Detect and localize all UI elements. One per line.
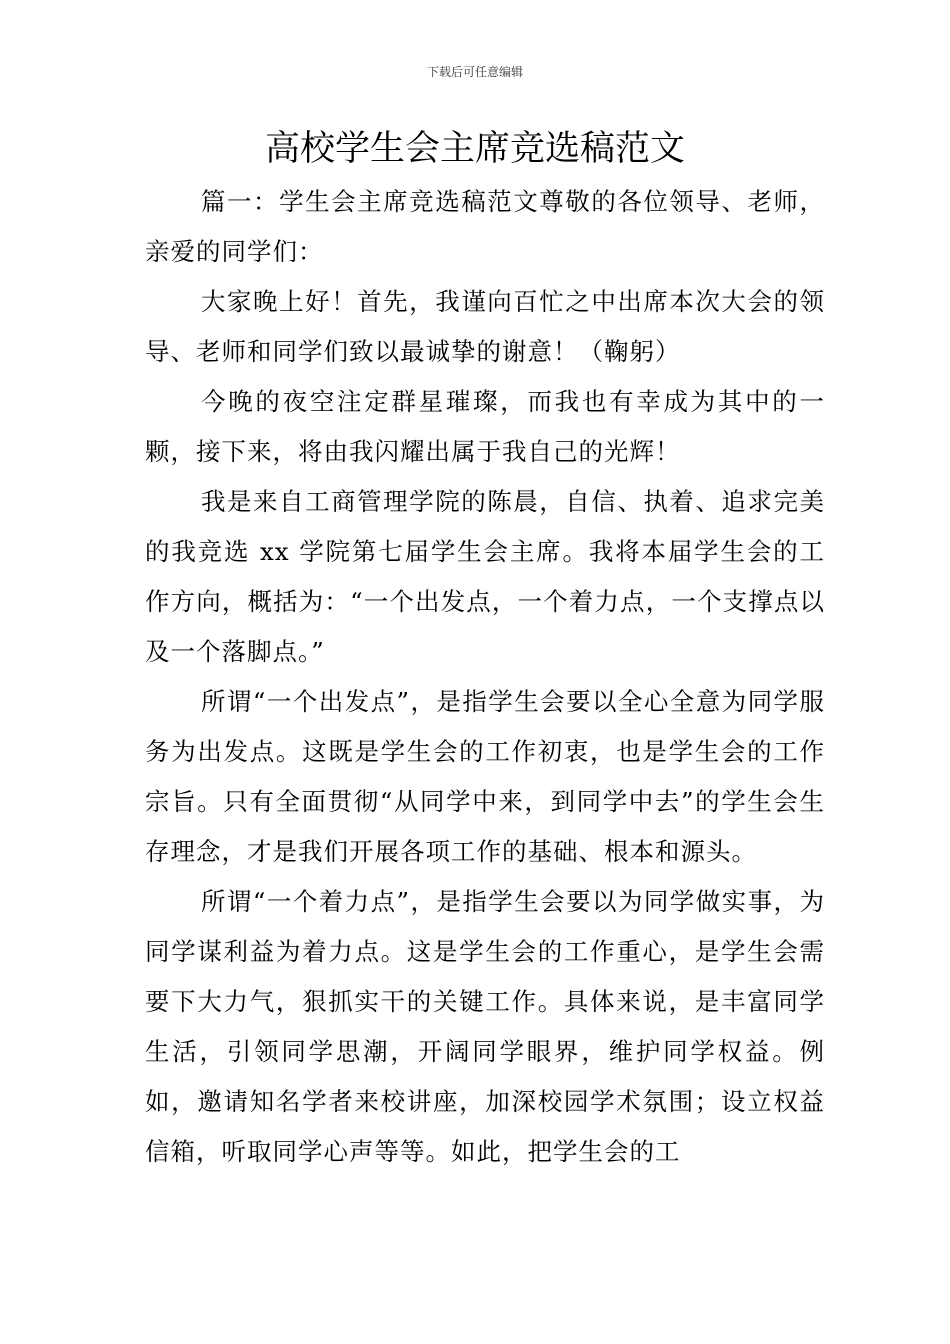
paragraph: 所谓“一个出发点”，是指学生会要以全心全意为同学服务为出发点。这既是学生会的工作初衷，也是学生会的工作宗旨。只有全面贯彻“从同学中来，到同学中去”的学生会生存理念，才是我们开展各项工作的基础、根本和源头。 (145, 687, 825, 866)
paragraph: 所谓“一个着力点”，是指学生会要以为同学做实事，为同学谋利益为着力点。这是学生会的工作重心，是学生会需要下大力气，狠抓实干的关键工作。具体来说，是丰富同学生活，引领同学思潮，开阔同学眼界，维护同学权益。例如，邀请知名学者来校讲座，加深校园学术氛围；设立权益信箱，听取同学心声等等。如此，把学生会的工 (145, 887, 825, 1166)
header-note: 下载后可任意编辑 (426, 65, 523, 79)
paragraph: 篇一：学生会主席竞选稿范文尊敬的各位领导、老师，亲爱的同学们： (145, 187, 825, 266)
paragraph: 我是来自工商管理学院的陈晨，自信、执着、追求完美的我竞选 xx 学院第七届学生会主席。我将本届学生会的工作方向，概括为：“一个出发点，一个着力点，一个支撑点以及一个落脚点。” (145, 487, 825, 666)
document-title: 高校学生会主席竞选稿范文 (264, 129, 685, 169)
document-body (145, 177, 825, 1177)
paragraph: 今晚的夜空注定群星璀璨，而我也有幸成为其中的一颗，接下来，将由我闪耀出属于我自己的光辉！ (145, 387, 825, 466)
paragraph: 大家晚上好！首先，我谨向百忙之中出席本次大会的领导、老师和同学们致以最诚挚的谢意！（鞠躬） (145, 287, 825, 366)
